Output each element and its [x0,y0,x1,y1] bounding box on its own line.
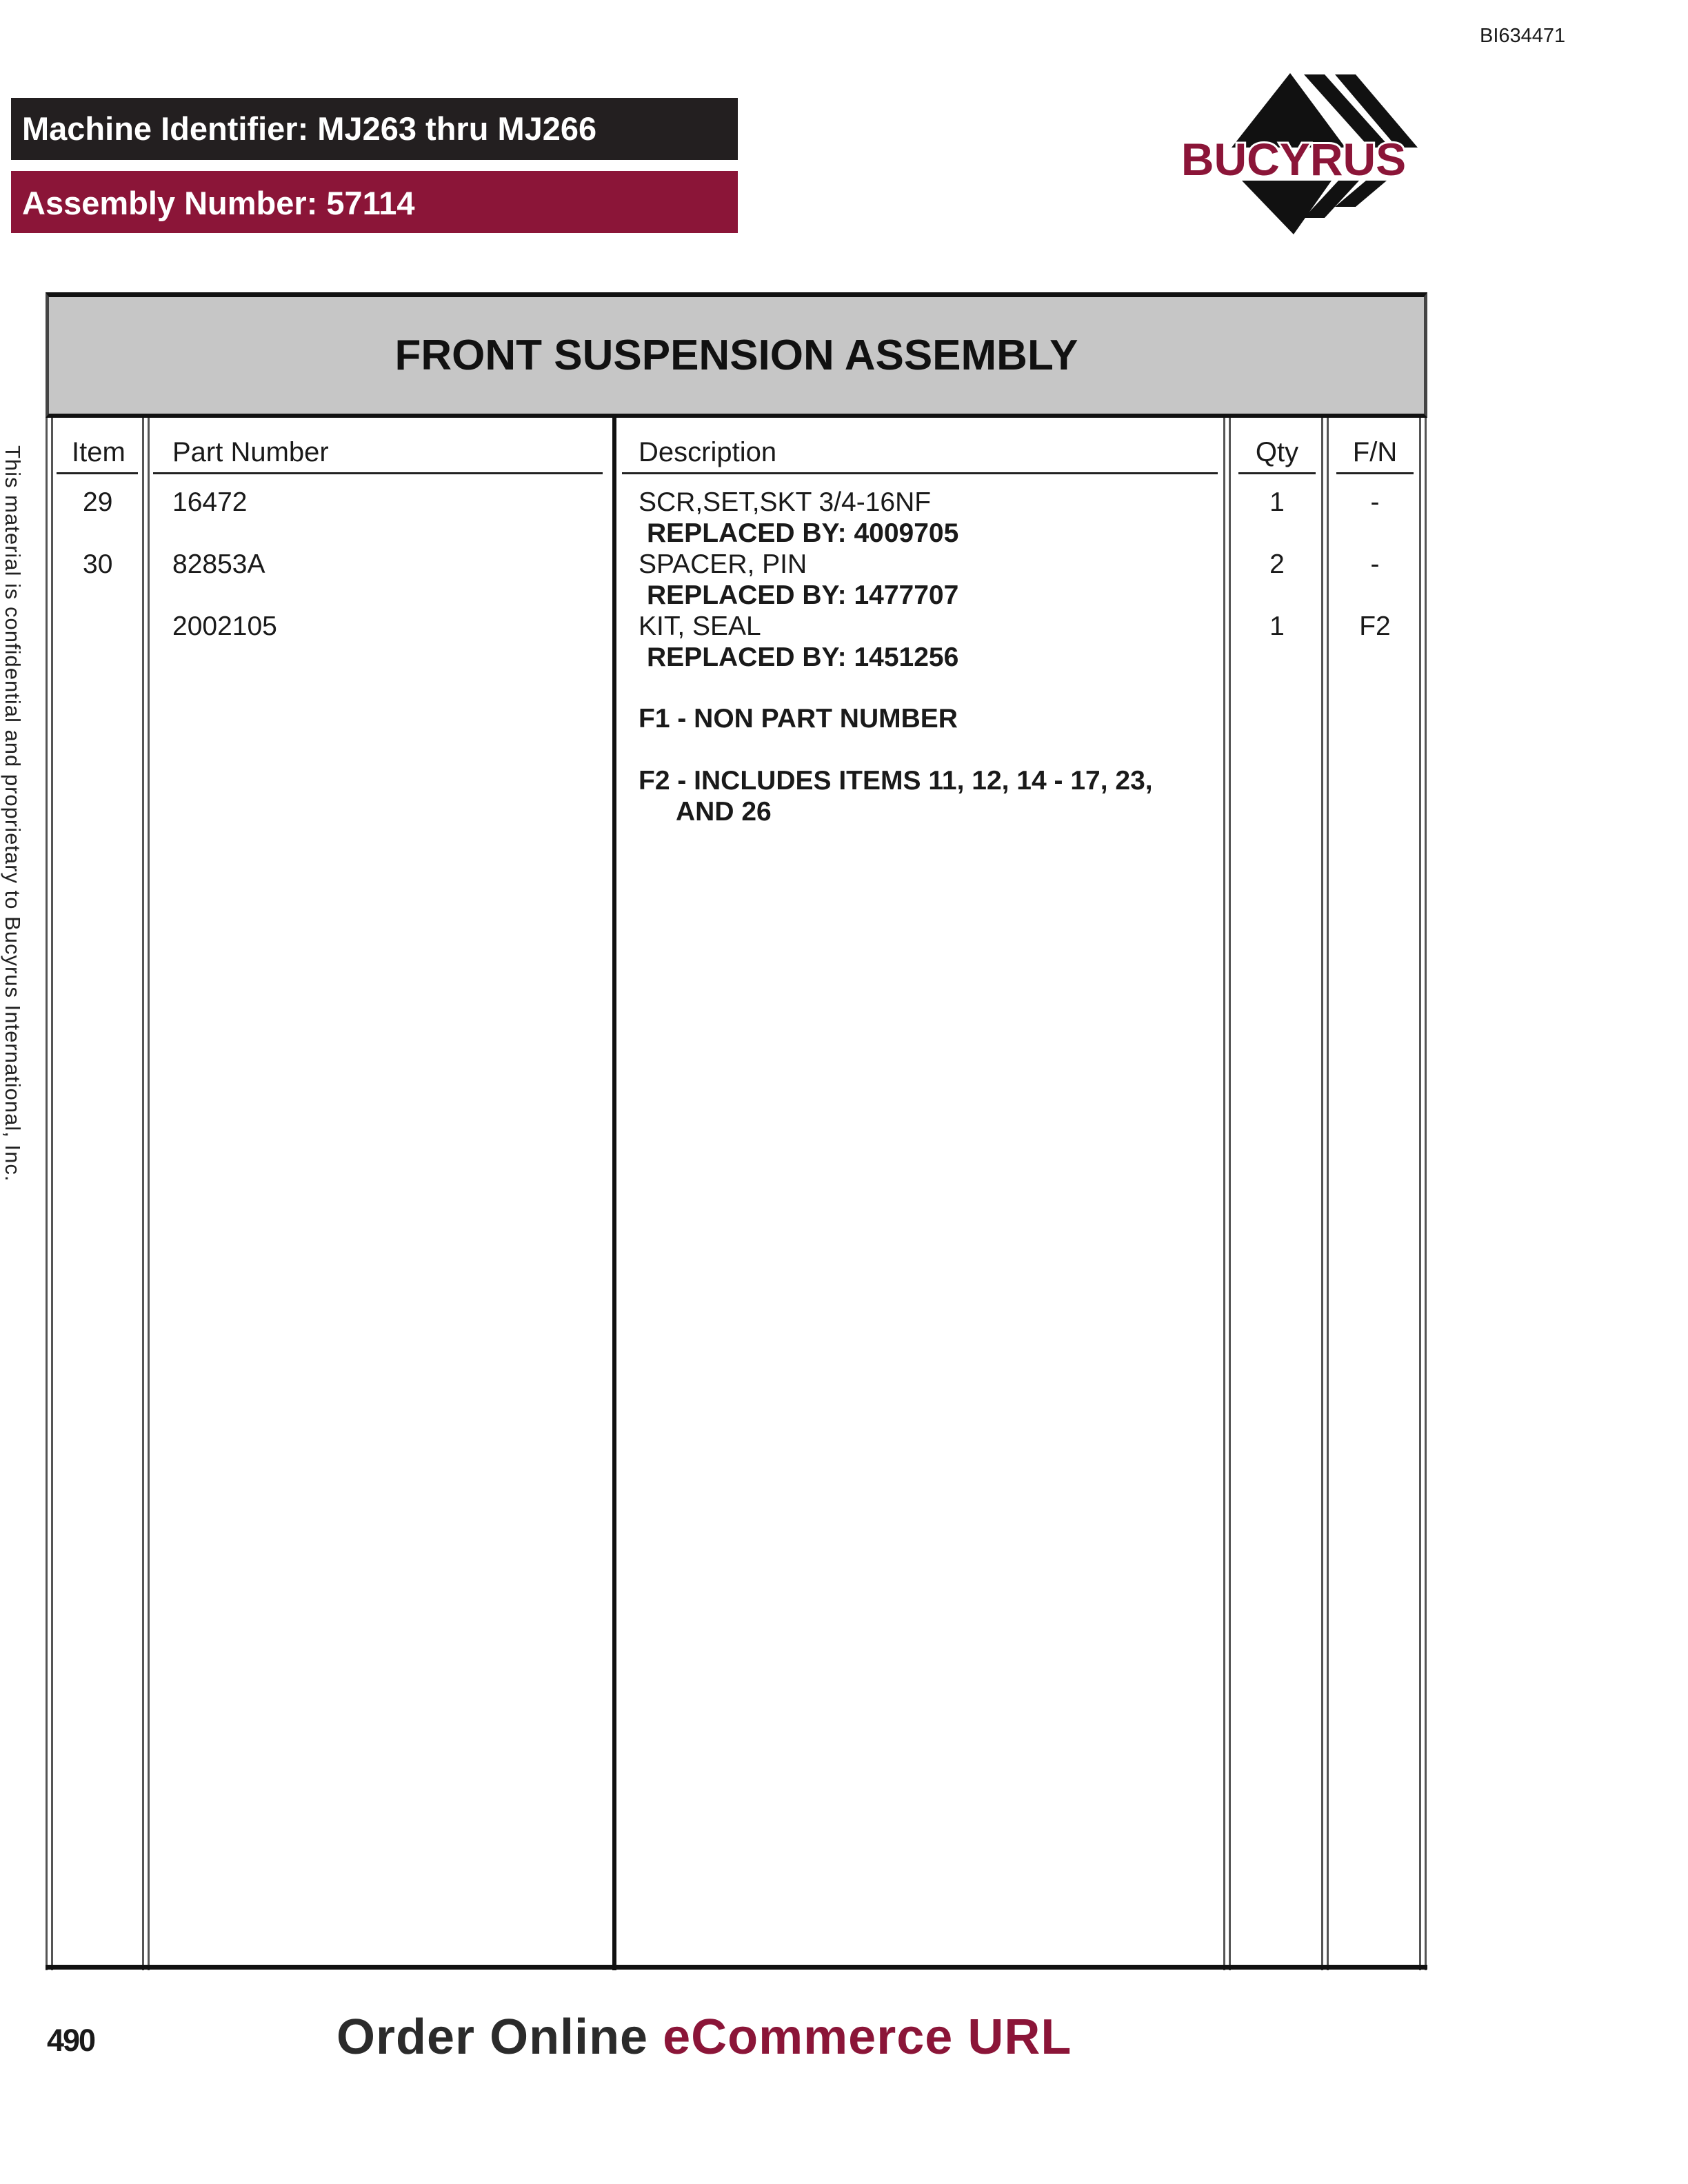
table-border-right [1425,418,1427,1970]
row-item: 29 [83,487,113,517]
row-qty: 2 [1269,549,1285,579]
column-divider [1223,418,1225,1970]
column-divider [1229,418,1231,1970]
order-online-link[interactable] [336,2009,1072,2065]
row-description: SPACER, PIN [639,549,807,579]
row-qty: 1 [1269,611,1285,641]
footnote-f2: F2 - INCLUDES ITEMS 11, 12, 14 - 17, 23, [639,766,1153,796]
assembly-title: FRONT SUSPENSION ASSEMBLY [46,292,1427,418]
footnote-f2-continued: AND 26 [676,797,772,827]
order-online-text: Order Online [336,2010,649,2065]
ecommerce-url-text: eCommerce URL [663,2010,1072,2065]
row-item: 30 [83,549,113,579]
row-replaced-by: REPLACED BY: 1451256 [647,643,959,672]
table-bottom-border [46,1965,1427,1970]
row-replaced-by: REPLACED BY: 1477707 [647,580,959,610]
column-header-item: Item [57,437,138,474]
footnote-f1: F1 - NON PART NUMBER [639,704,958,734]
column-divider [1327,418,1329,1970]
row-qty: 1 [1269,487,1285,517]
table-border-right-inner [1419,418,1421,1970]
row-fn: - [1370,549,1380,579]
row-description: SCR,SET,SKT 3/4-16NF [639,487,932,517]
logo-wordmark: BUCYRUS [1180,134,1407,185]
row-fn: - [1370,487,1380,517]
column-divider [1321,418,1323,1970]
row-part-number: 16472 [172,487,248,517]
row-fn: F2 [1359,611,1391,641]
column-divider [142,418,144,1970]
confidentiality-notice: This material is confidential and proprietary to Bucyrus International, Inc. [1,445,25,1182]
machine-identifier-banner: Machine Identifier: MJ263 thru MJ266 [11,98,738,160]
row-replaced-by: REPLACED BY: 4009705 [647,518,959,548]
page-number: 490 [47,2023,95,2058]
table-border-left [46,418,48,1970]
column-header-part-number: Part Number [153,437,603,474]
table-border-left-inner [51,418,53,1970]
column-divider [612,418,616,1970]
row-part-number: 2002105 [172,611,277,641]
assembly-number-banner: Assembly Number: 57114 [11,171,738,233]
column-header-fn: F/N [1336,437,1414,474]
column-header-qty: Qty [1238,437,1316,474]
parts-table [46,292,1427,1969]
column-divider [148,418,150,1970]
document-id: BI634471 [1480,25,1566,47]
column-header-description: Description [622,437,1218,474]
row-part-number: 82853A [172,549,265,579]
row-description: KIT, SEAL [639,611,761,641]
bucyrus-logo [1156,72,1431,237]
